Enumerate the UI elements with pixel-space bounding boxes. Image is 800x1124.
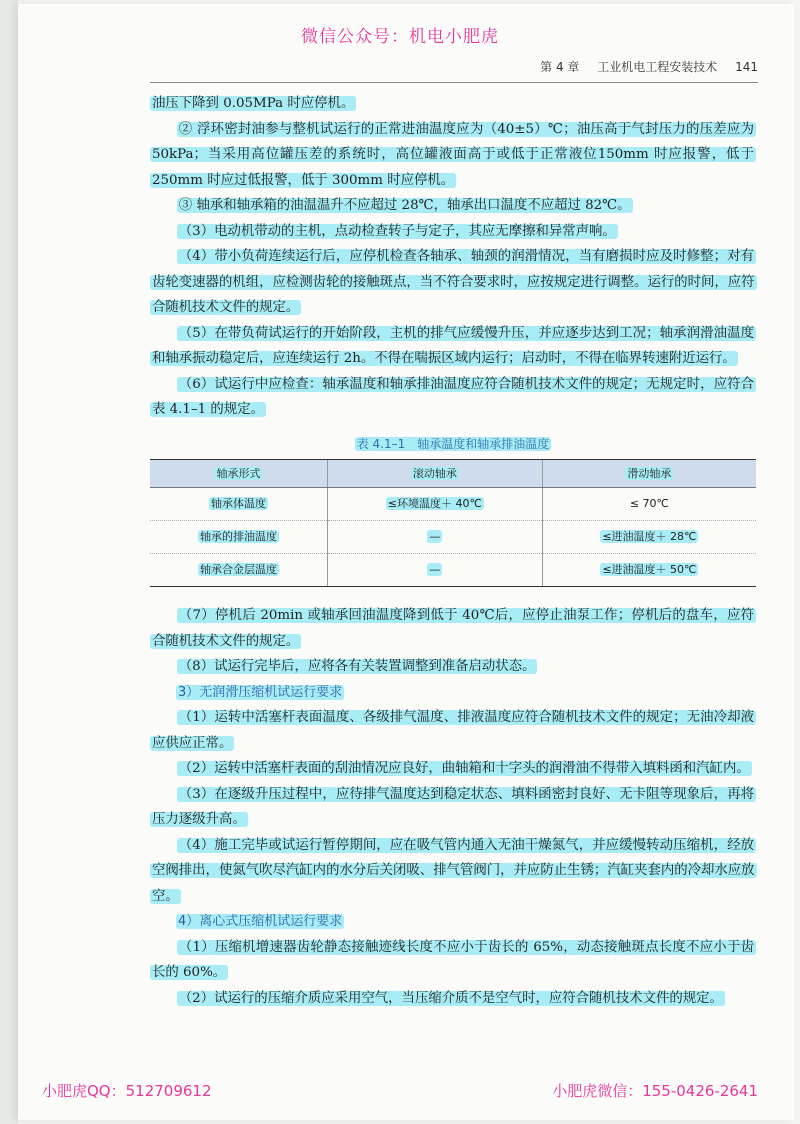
watermark-top: 微信公众号：机电小肥虎 (301, 27, 499, 47)
page-edge (0, 0, 18, 1124)
paragraph: 油压下降到 0.05MPa 时应停机。 (152, 96, 355, 111)
paragraph: （3）电动机带动的主机，点动检查转子与定子，其应无摩擦和异常声响。 (178, 223, 616, 239)
paragraph: （4）施工完毕或试运行暂停期间，应在吸气管内通入无油干燥氮气，并应缓慢转动压缩机，经放空阀排出，使氮气吹尽汽缸内的水分后关闭吸、排气管阀门，并应防止生锈；汽缸夹套内的冷却水应放空。 (152, 837, 755, 904)
paragraph: （6）试运行中应检查：轴承温度和轴承排油温度应符合随机技术文件的规定；无规定时，应符合表 4.1–1 的规定。 (152, 376, 754, 417)
paragraph: （8）试运行完毕后，应将各有关装置调整到准备启动状态。 (178, 659, 536, 674)
table-cell: ≤进油温度＋ 28℃ (542, 521, 756, 554)
table-cell: ≤ 70℃ (542, 488, 756, 521)
table-cell: 轴承的排油温度 (150, 521, 327, 554)
paragraph: （1）压缩机增速器齿轮静态接触迹线长度不应小于齿长的 65%，动态接触斑点长度不应小于齿长的 60%。 (152, 939, 754, 980)
table-cell: 轴承合金层温度 (150, 554, 327, 587)
table-row (150, 554, 756, 587)
table-row (150, 488, 756, 521)
paragraph: （2）运转中活塞杆表面的刮油情况应良好，曲轴箱和十字头的润滑油不得带入填料函和汽缸内。 (178, 761, 750, 776)
running-header (150, 58, 758, 83)
table-caption: 表 4.1–1 轴承温度和轴承排油温度 (356, 436, 550, 451)
table-header-cell: 滑动轴承 (542, 459, 756, 488)
paragraph: （2）试运行的压缩介质应采用空气，当压缩介质不是空气时，应符合随机技术文件的规定。 (178, 990, 723, 1006)
chapter-label: 第 4 章 (540, 60, 580, 74)
paragraph: （1）运转中活塞杆表面温度、各级排气温度、排液温度应符合随机技术文件的规定；无油冷却液应供应正常。 (152, 710, 754, 751)
paragraph: （4）带小负荷连续运行后，应停机检查各轴承、轴颈的润滑情况，当有磨损时应及时修整；对有齿轮变速器的机组，应检测齿轮的接触斑点，当不符合要求时，应按规定进行调整。运行的时间，应符合随机技术文件的规定。 (152, 249, 755, 315)
table-cell: ≤环境温度＋ 40℃ (327, 488, 542, 521)
table-header-cell: 滚动轴承 (327, 459, 542, 488)
chapter-title: 工业机电工程安装技术 (597, 60, 718, 74)
paragraph: ③ 轴承和轴承箱的油温温升不应超过 28℃，轴承出口温度不应超过 82℃。 (178, 198, 631, 213)
subheading: 3）无润滑压缩机试运行要求 (178, 684, 343, 700)
paragraph: （3）在逐级升压过程中，应待排气温度达到稳定状态、填料函密封良好、无卡阻等现象后，再将压力逐级升高。 (152, 786, 754, 827)
table-row (150, 521, 756, 554)
subheading: 4）离心式压缩机试运行要求 (178, 914, 343, 929)
watermark-qq: 小肥虎QQ：512709612 (42, 1082, 212, 1100)
table-cell: — (327, 521, 542, 554)
page-body (150, 91, 756, 1011)
bearing-temperature-table (150, 459, 756, 588)
page-number: 141 (735, 60, 758, 74)
watermark-wechat: 小肥虎微信：155-0426-2641 (552, 1082, 758, 1100)
table-header-cell: 轴承形式 (150, 459, 327, 488)
paragraph: （7）停机后 20min 或轴承回油温度降到低于 40℃后，应停止油泵工作；停机后的盘车，应符合随机技术文件的规定。 (152, 608, 754, 649)
table-cell: — (327, 554, 542, 587)
paragraph: ② 浮环密封油参与整机试运行的正常进油温度应为（40±5）℃；油压高于气封压力的压差应为 50kPa；当采用高位罐压差的系统时，高位罐液面高于或低于正常液位150mm 时应报警，低于 250mm 时应过低报警，低于 300mm 时应停机。 (152, 121, 754, 188)
paragraph: （5）在带负荷试运行的开始阶段，主机的排气应缓慢升压，并应逐步达到工况；轴承润滑油温度和轴承振动稳定后，应连续运行 2h。不得在喘振区域内运行；启动时，不得在临界转速附近运行。 (152, 325, 754, 366)
table-cell: ≤进油温度＋ 50℃ (542, 554, 756, 587)
table-cell: 轴承体温度 (150, 488, 327, 521)
